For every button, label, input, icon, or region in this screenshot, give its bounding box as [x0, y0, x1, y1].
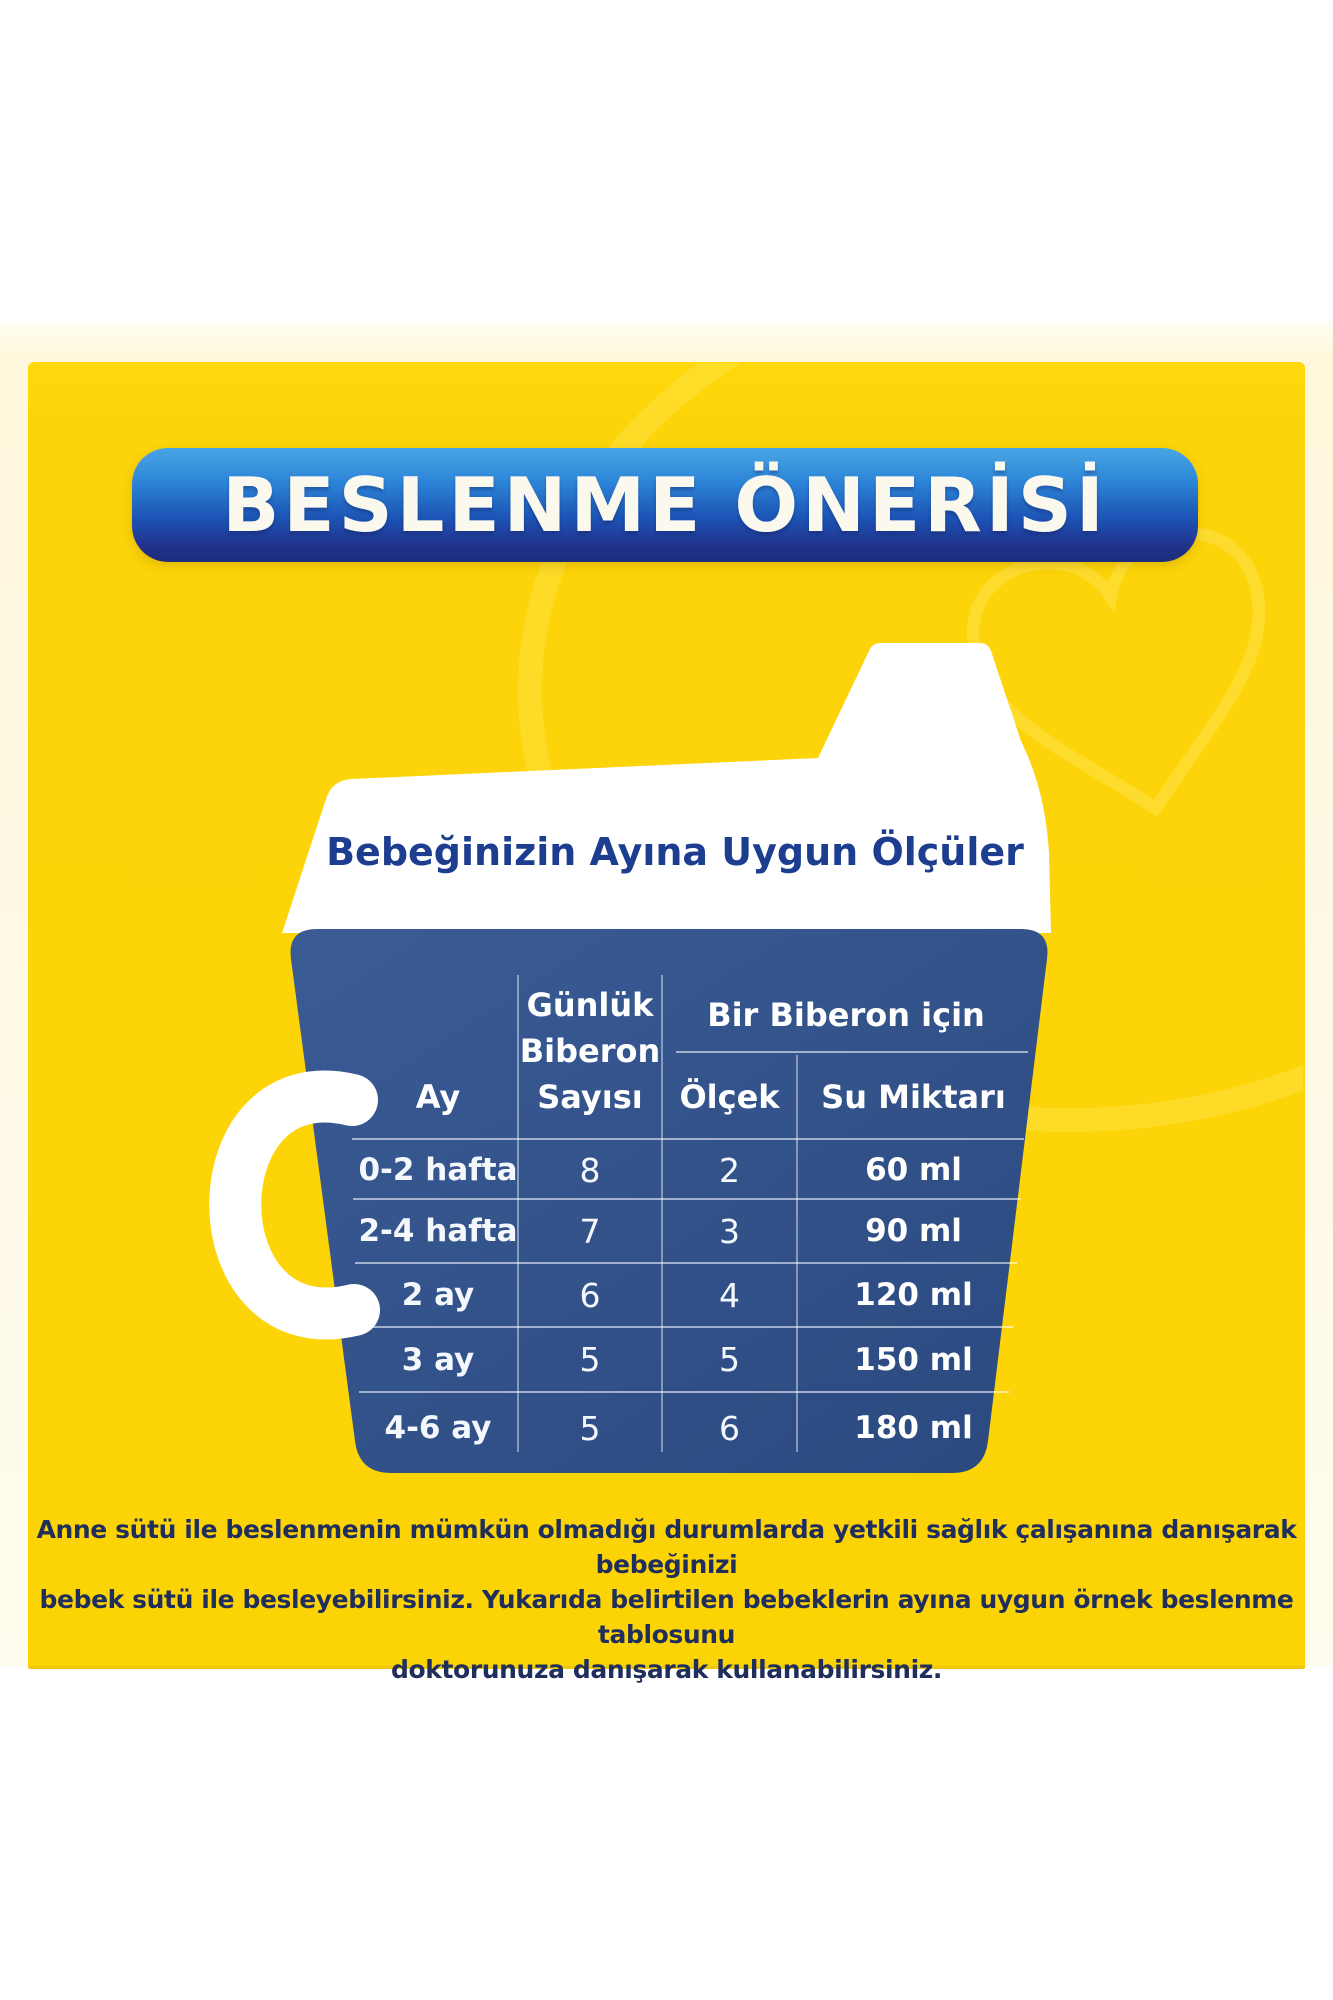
cell-gunluk: 6: [579, 1275, 601, 1315]
table-row: [358, 1263, 1030, 1327]
disclaimer-line: Anne sütü ile beslenmenin mümkün olmadığı durumlarda yetkili sağlık çalışanına danışarak bebeğinizi: [36, 1515, 1297, 1579]
subheader-divider: [676, 1051, 1028, 1053]
column-header-gunluk-biberon-sayisi: Günlük Biberon Sayısı: [519, 986, 661, 1116]
cell-su: 180 ml: [854, 1410, 973, 1446]
cup-body-icon: [282, 643, 1051, 933]
table-row: [358, 1392, 1030, 1464]
cell-su: 120 ml: [854, 1277, 973, 1313]
column-header-bir-biberon-icin: Bir Biberon için: [707, 996, 985, 1034]
cell-ay: 2 ay: [401, 1277, 475, 1313]
header-divider: [352, 1138, 1024, 1140]
cell-gunluk: 8: [579, 1150, 601, 1190]
disclaimer-text: [36, 1512, 1297, 1687]
cell-su: 150 ml: [854, 1341, 973, 1378]
table-row: [358, 1327, 1030, 1392]
title-banner: [132, 448, 1198, 562]
cell-ay: 0-2 hafta: [358, 1152, 518, 1188]
cell-olcek: 6: [719, 1408, 740, 1448]
cell-olcek: 5: [719, 1340, 740, 1379]
column-header-ay: Ay: [415, 1078, 461, 1116]
column-header-olcek: Ölçek: [679, 1078, 780, 1116]
cell-olcek: 4: [719, 1275, 740, 1315]
cell-olcek: 2: [719, 1150, 740, 1190]
cell-ay: 4-6 ay: [384, 1410, 492, 1446]
table-row: [358, 1141, 1030, 1199]
page-title: BESLENME ÖNERİSİ: [222, 461, 1108, 549]
cell-gunluk: 7: [579, 1211, 601, 1251]
cell-su: 90 ml: [865, 1213, 962, 1249]
cell-gunluk: 5: [579, 1340, 601, 1379]
cell-olcek: 3: [719, 1211, 740, 1251]
disclaimer-line: bebek sütü ile besleyebilirsiniz. Yukarıda belirtilen bebeklerin ayına uygun örnek beslenme tablosunu: [39, 1585, 1294, 1649]
cell-gunluk: 5: [579, 1408, 601, 1448]
column-header-su-miktari: Su Miktarı: [821, 1078, 1006, 1116]
cell-su: 60 ml: [865, 1152, 962, 1188]
disclaimer-line: doktorunuza danışarak kullanabilirsiniz.: [391, 1655, 942, 1684]
table-row: [358, 1199, 1030, 1263]
cell-ay: 2-4 hafta: [358, 1213, 518, 1249]
cup-title: Bebeğinizin Ayına Uygun Ölçüler: [326, 830, 1024, 874]
cell-ay: 3 ay: [401, 1341, 475, 1378]
